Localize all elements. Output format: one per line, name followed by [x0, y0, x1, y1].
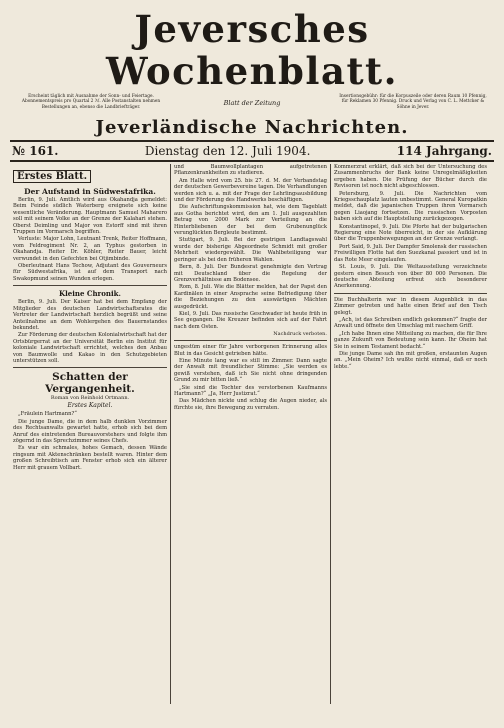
feuilleton-paragraph: „Sie sind die Tochter des verstorbenen Kaufmanns Hartmann?“ „Ja, Herr Justizrat.“	[174, 384, 327, 397]
feuilleton-paragraph: „Ich habe Ihnen eine Mitteilung zu machen, die für Ihre ganze Zukunft von Bedeutung sein kann. Ihr Oheim hat Sie in seinem Testament bedacht.“	[334, 330, 487, 350]
feuilleton-title: Schatten der Vergangenheit.	[45, 371, 135, 396]
feuilleton-paragraph: Das Mädchen nickte und schlug die Augen nieder, als fürchte sie, ihre Bewegung zu verraten.	[174, 398, 327, 411]
reprint-notice: Nachdruck verboten.	[273, 331, 327, 338]
section-label: Erstes Blatt.	[13, 170, 91, 183]
feuilleton-paragraph: Es war ein schmales, hohes Gemach, dessen Wände ringsum mit Aktenschränken bestellt waren. Hinter dem großen Schreibtisch am Fenster erhob sich ein älterer Herr mit grauem Vollbart.	[13, 445, 167, 471]
article-paragraph: Oberleutnant Hans Techow, Adjutant des Gouverneurs für Südwestafrika, ist auf dem Transport nach Swakopmund seinen Wunden erlegen.	[13, 263, 167, 282]
divider	[334, 293, 487, 294]
subhead-center-label: Blatt der Zeitung	[223, 99, 281, 107]
feuilleton-paragraph: Die junge Dame sah ihn mit großen, erstaunten Augen an. „Mein Oheim? Ich wußte nicht einmal, daß er noch lebte.“	[334, 350, 487, 370]
article-paragraph: Petersburg, 9. Juli. Die Nachrichten vom Kriegsschauplatz lauten unbestimmt. General Kuropatkin meldet, daß die japanischen Truppen ihren Vormarsch gegen Liaojang fortsetzen. Die russischen Vorposten haben sich auf die Hauptstellung zurückgezogen.	[334, 190, 487, 223]
feuilleton-paragraph: „Fräulein Hartmann?“	[18, 411, 77, 418]
feuilleton-paragraph: „Ach, ist das Schreiben endlich gekommen?“ fragte der Anwalt und öffnete den Umschlag mit raschem Griff.	[334, 316, 487, 330]
divider	[13, 285, 167, 286]
divider	[174, 340, 327, 341]
article-paragraph: und Baumwollplantagen aufgetretenen Pflanzenkrankheiten zu studieren.	[174, 164, 327, 177]
subscription-info: Erscheint täglich mit Ausnahme der Sonn- und Feiertage. Abonnementspreis pro Quartal 2 ℳ. Alle Postanstalten nehmen Bestellungen an, ebenso die Landbriefträger.	[21, 94, 161, 110]
feuilleton-paragraph: ungestüm einer für Jahre verborgenen Erinnerung alles Blut in das Gesicht getrieben hätte.	[174, 344, 327, 357]
article-paragraph: Port Said, 9. Juli. Der Dampfer Smolensk der russischen Freiwilligen Flotte hat den Suezkanal passiert und ist in das Rote Meer eingelaufen.	[334, 243, 487, 263]
masthead-title: Jeversches Wochenblatt.	[105, 7, 399, 93]
article-paragraph: Zur Förderung der deutschen Kolonialwirtschaft hat der Ortsbürgerrat an der Universität Berlin ein Institut für koloniale Landwirtschaft errichtet, welches den Anbau von Baumwolle und Kakao in den Schutzgebieten unterstützen soll.	[13, 332, 167, 364]
issue-year: 114 Jahrgang.	[396, 144, 492, 158]
article-paragraph: Die Aufschriftungskommission hat, wie dem Tageblatt aus Gotha berichtet wird, den am 1. Juli ausgezahlten Betrag von 2000 Mark zur Verteilung an die Hinterbliebenen der bei dem Grubenunglück verunglückten Bergleute bestimmt.	[174, 204, 327, 237]
divider	[10, 160, 494, 162]
columns	[10, 164, 494, 704]
feuilleton-paragraph: Die Buchhalterin war in diesem Augenblick in das Zimmer getreten und hatte einen Brief auf den Tisch gelegt.	[334, 296, 487, 316]
article-paragraph: St. Louis, 9. Juli. Die Weltausstellung verzeichnete gestern einen Besuch von über 80 000 Personen. Die deutsche Abteilung erfreut sich besonderer Anerkennung.	[334, 264, 487, 290]
article-paragraph: Kommerzrat erklärt, daß sich bei der Untersuchung des Zusammenbruchs der Bank keine Unregelmäßigkeiten ergeben haben. Die Prüfung der Bücher durch die Revisoren ist noch nicht abgeschlossen.	[334, 164, 487, 190]
article-paragraph: Verluste: Major Lohn, Leutnant Trenk, Reiter Hoffmann, vom Feldregiment Nr. 2, an Typhus gestorben in Okahandja. Reiter Dr. Köhler, Reiter Bauer, leicht verwundet in den Gefechten bei Otjimbinde.	[13, 236, 167, 262]
feuilleton-paragraph: Eine Minute lang war es still im Zimmer. Dann sagte der Anwalt mit freundlicher Stimme: „Sie werden es gewiß verstehen, daß ich Sie nicht ohne dringenden Grund zu mir bitten ließ.“	[174, 357, 327, 384]
article-paragraph: Kiel, 9. Juli. Das russische Geschwader ist heute früh in See gegangen. Die Kreuzer befinden sich auf der Fahrt nach dem Osten.	[174, 310, 327, 330]
insertion-info: Insertionsgebühr: für die Korpuszeile oder deren Raum 10 Pfennig, für Reklamen 30 Pfennig. Druck und Verlag von C. L. Mettcker & Söhne in Jever.	[339, 94, 487, 110]
article-paragraph: Berlin, 9. Juli. Amtlich wird aus Okahandja gemeldet: Beim Feinde südlich Waterberg ereignete sich keine wesentliche Veränderung. Hauptmann Samuel Maharero soll mit seinem Volke an der Grenze der Kalahari stehen. Oberst Deimling und Major von Estorff sind mit ihren Truppen im Vormarsch begriffen.	[13, 197, 167, 236]
column-3	[330, 164, 490, 704]
issue-number: № 161.	[12, 144, 59, 158]
column-1	[10, 164, 170, 704]
issue-date: Dienstag den 12. Juli 1904.	[144, 144, 311, 158]
masthead-subhead	[10, 94, 494, 116]
feuilleton-chapter: Erstes Kapitel.	[67, 402, 113, 410]
article-paragraph: Berlin, 9. Juli. Der Kaiser hat bei dem Empfang der Mitglieder des deutschen Landwirtschaftsrates die Vertreter der Landwirtschaft herzlich begrüßt und seine Anteilnahme an dem Wohlergehen des Bauernstandes bekundet.	[13, 299, 167, 331]
divider	[13, 367, 167, 368]
article-headline: Der Aufstand in Südwestafrika.	[24, 187, 156, 196]
article-paragraph: Stuttgart, 9. Juli. Bei der gestrigen Landtagswahl wurde der bisherige Abgeordnete Schmidt mit großer Mehrheit wiedergewählt. Die Wahlbeteiligung war geringer als bei den früheren Wahlen.	[174, 237, 327, 263]
feuilleton-byline: Roman von Reinhold Ortmann.	[50, 395, 130, 402]
article-paragraph: Konstantinopel, 9. Juli. Die Pforte hat der bulgarischen Regierung eine Note überreicht, in der sie Aufklärung über die Truppenbewegungen an der Grenze verlangt.	[334, 223, 487, 243]
secondary-title: Jeverländische Nachrichten.	[95, 117, 409, 138]
article-paragraph: Am Halle wird vom 25. bis 27. d. M. der Verbandstag der deutschen Gewerbevereine tagen. Die Verhandlungen werden sich u. a. mit der Frage der Lehrlingsausbildung und der Förderung des Handwerks beschäftigen.	[174, 177, 327, 204]
column-2	[170, 164, 330, 704]
feuilleton-paragraph: Die junge Dame, die in dem halb dunklen Vorzimmer des Rechtsanwalts gewartet hatte, erhob sich bei dem Anruf des eintretenden Bureauvorstehers und folgte ihm zögernd in das Sprechzimmer seines Chefs.	[13, 418, 167, 444]
article-paragraph: Rom, 8. Juli. Wie die Blätter melden, hat der Papst den Kardinälen in einer Ansprache seine Befriedigung über die Beziehungen zu den auswärtigen Mächten ausgedrückt.	[174, 284, 327, 310]
article-paragraph: Bern, 8. Juli. Der Bundesrat genehmigte den Vertrag mit Deutschland über die Regelung der Grenzverhältnisse am Bodensee.	[174, 264, 327, 283]
article-headline: Kleine Chronik.	[59, 289, 121, 299]
issue-bar	[10, 142, 494, 160]
